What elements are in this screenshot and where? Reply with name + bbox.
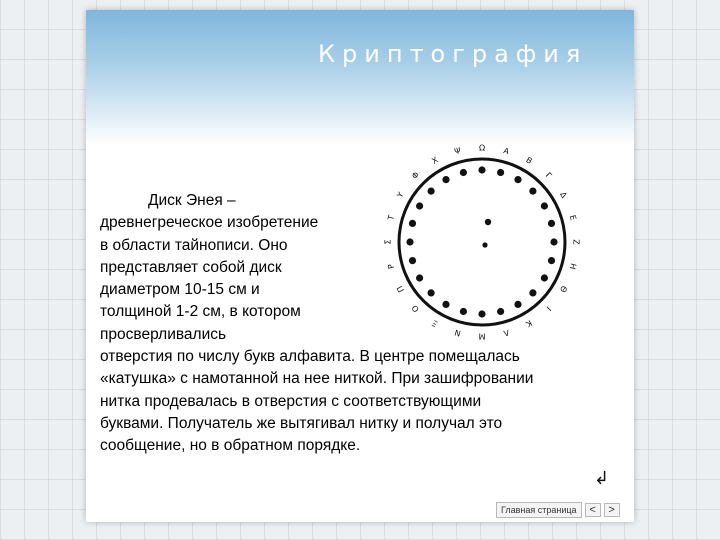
- slide-header: [86, 10, 634, 145]
- disk-letter: Ξ: [430, 318, 440, 329]
- disk-hole: [460, 169, 467, 176]
- line-narrow-1: древнегреческое изобретение: [100, 214, 319, 232]
- disk-letter: Υ: [395, 190, 406, 200]
- description-wide: [100, 346, 620, 457]
- disk-letter: Δ: [558, 190, 569, 200]
- disk-letter: Ε: [567, 214, 578, 222]
- slide: [86, 10, 634, 522]
- line-narrow-2: в области тайнописи. Оно: [100, 236, 288, 254]
- disk-letter: Ζ: [571, 239, 581, 245]
- line-narrow-5: толщиной 1-2 см, в котором: [100, 303, 301, 321]
- line-narrow-3: представляет собой диск: [100, 258, 282, 276]
- disk-hole: [514, 176, 521, 183]
- disk-letter: Μ: [478, 331, 486, 341]
- line-narrow-0: Диск Энея –: [148, 192, 236, 209]
- line-narrow-6: просверливались: [100, 325, 227, 343]
- disk-hole: [442, 176, 449, 183]
- disk-letter: Ο: [410, 303, 421, 314]
- disk-letter: Λ: [502, 327, 511, 338]
- return-arrow-icon[interactable]: ↲: [594, 468, 610, 488]
- line-narrow-4: диаметром 10-15 см и: [100, 281, 260, 299]
- line-wide-2: нитка продевалась в отверстия с соответствующими: [100, 392, 482, 410]
- disk-hole: [497, 169, 504, 176]
- line-wide-0: отверстия по числу букв алфавита. В центре помещалась: [100, 348, 520, 366]
- slide-title: Криптография: [318, 40, 588, 68]
- prev-slide-button[interactable]: <: [585, 503, 601, 517]
- disk-letter: Ν: [453, 327, 462, 338]
- description-text: [100, 190, 620, 458]
- home-page-button[interactable]: Главная страница: [496, 502, 582, 518]
- disk-letter: Ρ: [386, 262, 397, 270]
- disk-letter: Π: [395, 284, 407, 294]
- disk-letter: Β: [524, 155, 534, 166]
- disk-letter: Α: [502, 146, 511, 157]
- disk-letter: Κ: [524, 318, 534, 329]
- next-slide-button[interactable]: >: [604, 503, 620, 517]
- disk-letter: Ι: [544, 304, 553, 313]
- line-wide-1: «катушка» с намотанной на нее ниткой. При зашифровании: [100, 370, 534, 388]
- disk-letter: Η: [567, 262, 578, 271]
- slide-navigation: [496, 502, 620, 518]
- disk-letter: Ψ: [453, 146, 462, 157]
- line-wide-3: буквами. Получатель же вытягивал нитку и получал это: [100, 414, 503, 432]
- disk-letter: Γ: [543, 170, 554, 181]
- disk-letter: Θ: [557, 284, 569, 294]
- disk-letter: Χ: [430, 155, 440, 166]
- disk-hole: [478, 166, 485, 173]
- disk-letter: Φ: [410, 170, 421, 181]
- disk-letter: Τ: [386, 214, 397, 222]
- disk-letter: Σ: [383, 239, 393, 245]
- description-narrow: [100, 190, 360, 346]
- line-wide-4: сообщение, но в обратном порядке.: [100, 437, 361, 455]
- disk-letter: Ω: [478, 143, 486, 153]
